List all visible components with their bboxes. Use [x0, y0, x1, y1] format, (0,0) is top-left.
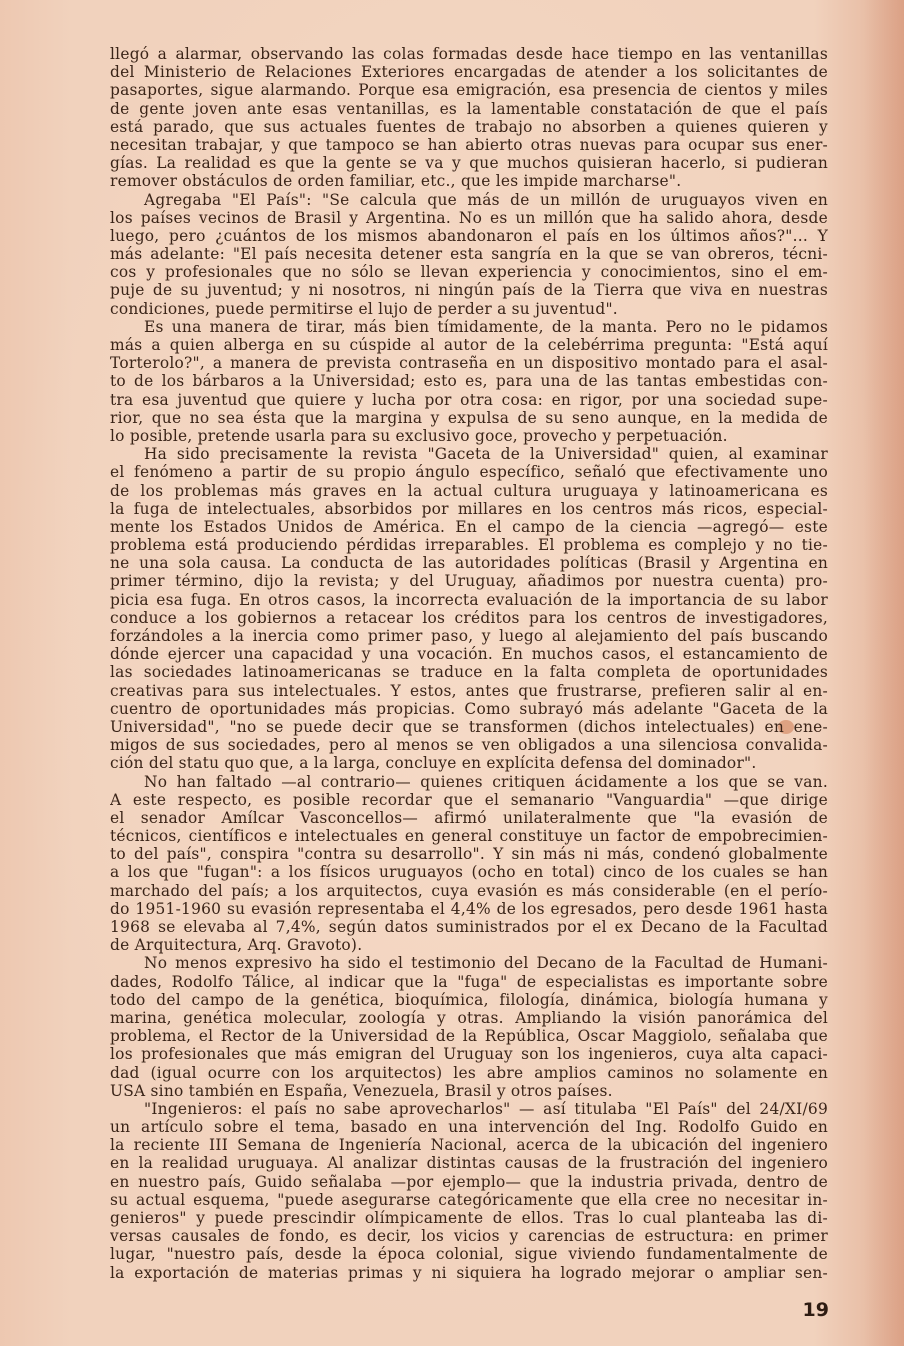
text-line: de gente joven ante esas ventanillas, es la lamentable constatación de que el país — [110, 99, 828, 118]
text-line: todo del campo de la genética, bioquímica, filología, dinámica, biología humana y — [110, 990, 828, 1009]
text-line: ne una sola causa. La conducta de las autoridades políticas (Brasil y Argentina en — [110, 554, 828, 573]
text-line: A este respecto, es posible recordar que el semanario "Vanguardia" —que dirige — [110, 790, 828, 809]
text-line: marchado del país; a los arquitectos, cuya evasión es más considerable (en el perío- — [110, 881, 828, 900]
text-line: la exportación de materias primas y ni siquiera ha logrado mejorar o ampliar sen- — [110, 1263, 828, 1282]
text-line: dad (igual ocurre con los arquitectos) les abre amplios caminos no solamente en — [110, 1063, 828, 1082]
text-line: cuentro de oportunidades más propicias. Como subrayó más adelante "Gaceta de la — [110, 699, 828, 718]
text-line: cos y profesionales que no sólo se llevan experiencia y conocimientos, sino el em- — [110, 263, 828, 282]
text-line: primer término, dijo la revista; y del Uruguay, añadimos por nuestra cuenta) pro- — [110, 572, 828, 591]
text-line: Es una manera de tirar, más bien tímidamente, de la manta. Pero no le pidamos — [144, 317, 828, 336]
text-line: de Arquitectura, Arq. Gravoto). — [110, 936, 363, 955]
text-line: el fenómeno a partir de su propio ángulo específico, señaló que efectivamente uno — [110, 463, 828, 482]
text-line: Torterolo?", a manera de prevista contraseña en un dispositivo montado para el asal- — [110, 354, 828, 373]
text-line: la reciente III Semana de Ingeniería Nacional, acerca de la ubicación del ingeniero — [110, 1136, 828, 1155]
text-line: migos de sus sociedades, pero al menos se ven obligados a una silenciosa convalida- — [110, 736, 828, 755]
text-line: to del país", conspira "contra su desarrollo". Y sin más ni más, condenó globalmente — [110, 845, 828, 864]
body-text — [110, 45, 828, 1282]
text-line: más a quien alberga en su cúspide al autor de la celebérrima pregunta: "Está aquí — [110, 336, 828, 354]
text-line: en la realidad uruguaya. Al analizar distintas causas de la frustración del ingeniero — [110, 1154, 828, 1173]
text-line: versas causales de fondo, es decir, los vicios y carencias de estructura: en primer — [110, 1227, 828, 1246]
text-line: rior, que no sea ésta que la margina y expulsa de su seno aunque, en la medida de — [110, 408, 828, 427]
text-line: de los problemas más graves en la actual cultura uruguaya y latinoamericana es — [110, 481, 828, 500]
text-line: el senador Amílcar Vasconcellos— afirmó unilateralmente que "la evasión de — [110, 808, 828, 827]
text-line: dónde ejercer una capacidad y una vocación. En muchos casos, el estancamiento de — [110, 645, 828, 664]
text-line: forzándoles a la inercia como primer paso, y luego al alejamiento del país buscando — [110, 627, 828, 645]
text-line: en nuestro país, Guido señalaba —por ejemplo— que la industria privada, dentro de — [110, 1172, 828, 1191]
page-edge-shading — [864, 0, 904, 1346]
text-line: gías. La realidad es que la gente se va y que muchos quisieran hacerlo, si pudieran — [110, 154, 828, 173]
text-line: condiciones, puede permitirse el lujo de perder a su juventud". — [110, 299, 618, 318]
text-line: No menos expresivo ha sido el testimonio del Decano de la Facultad de Humani- — [144, 954, 828, 973]
text-line: Ha sido precisamente la revista "Gaceta de la Universidad" quien, al examinar — [144, 445, 828, 464]
page-number: 19 — [802, 1299, 829, 1321]
text-line: está parado, que sus actuales fuentes de trabajo no absorben a quienes quieren y — [110, 117, 828, 136]
text-line: a los que "fugan": a los físicos uruguayos (ocho en total) cinco de los cuales se han — [110, 863, 828, 882]
text-line: No han faltado —al contrario— quienes critiquen ácidamente a los que se van. — [144, 772, 828, 791]
text-line: Universidad", "no se puede decir que se transformen (dichos intelectuales) en ene- — [110, 717, 828, 736]
text-line: conduce a los gobiernos a retacear los créditos para los centros de investigadores, — [110, 608, 828, 627]
text-line: picia esa fuga. En otros casos, la incorrecta evaluación de la importancia de su labor — [110, 590, 828, 609]
text-line: necesitan trabajar, y que tampoco se han abierto otras nuevas para ocupar sus ener- — [110, 135, 828, 154]
text-line: problema está produciendo pérdidas irreparables. El problema es complejo y no tie- — [110, 536, 828, 555]
text-line: las sociedades latinoamericanas se traduce en la falta completa de oportunidades — [110, 663, 828, 682]
text-line: problema, el Rector de la Universidad de la República, Oscar Maggiolo, señalaba que — [110, 1027, 828, 1046]
text-line: marina, genética molecular, zoología y otras. Ampliando la visión panorámica del — [110, 1008, 828, 1027]
text-line: "Ingenieros: el país no sabe aprovecharlos" — así titulaba "El País" del 24/XI/69 — [144, 1099, 828, 1118]
text-line: su actual esquema, "puede asegurarse categóricamente que ella cree no necesitar in- — [110, 1190, 828, 1209]
text-line: un artículo sobre el tema, basado en una intervención del Ing. Rodolfo Guido en — [110, 1118, 828, 1137]
text-line: genieros" y puede prescindir olímpicamente de ellos. Tras lo cual planteaba las di- — [110, 1209, 828, 1227]
text-line: mente los Estados Unidos de América. En el campo de la ciencia —agregó— este — [110, 517, 828, 536]
text-line: técnicos, científicos e intelectuales en general constituye un factor de empobrecimien- — [110, 827, 828, 846]
text-line: remover obstáculos de orden familiar, etc., que les impide marcharse". — [110, 172, 682, 191]
text-line: creativas para sus intelectuales. Y estos, antes que frustrarse, prefieren salir al en- — [110, 681, 828, 700]
text-line: lugar, "nuestro país, desde la época colonial, sigue viviendo fundamentalmente de — [110, 1245, 828, 1264]
text-line: Agregaba "El País": "Se calcula que más de un millón de uruguayos viven en — [144, 190, 828, 209]
text-line: dades, Rodolfo Tálice, al indicar que la "fuga" de especialistas es importante sobre — [110, 972, 828, 991]
text-line: lo posible, pretende usarla para su exclusivo goce, provecho y perpetuación. — [110, 426, 728, 445]
text-line: luego, pero ¿cuántos de los mismos abandonaron el país en los últimos años?"... Y — [110, 226, 828, 245]
text-line: la fuga de intelectuales, absorbidos por millares en los centros más ricos, especial- — [110, 499, 828, 518]
text-line: to de los bárbaros a la Universidad; esto es, para una de las tantas embestidas con- — [110, 372, 828, 391]
text-line: puje de su juventud; y ni nosotros, ni ningún país de la Tierra que viva en nuestras — [110, 281, 828, 300]
text-line: más adelante: "El país necesita detener esta sangría en la que se van obreros, técni- — [110, 245, 828, 264]
text-line: tra esa juventud que quiere y lucha por otra cosa: en rigor, por una sociedad supe- — [110, 390, 828, 409]
text-line: los países vecinos de Brasil y Argentina. No es un millón que ha salido ahora, desde — [110, 208, 828, 227]
text-line: los profesionales que más emigran del Uruguay son los ingenieros, cuya alta capaci- — [110, 1045, 828, 1064]
text-line: do 1951-1960 su evasión representaba el 4,4% de los egresados, pero desde 1961 hasta — [110, 899, 828, 918]
text-line: llegó a alarmar, observando las colas formadas desde hace tiempo en las ventanillas — [110, 45, 828, 63]
text-line: USA sino también en España, Venezuela, Brasil y otros países. — [110, 1081, 613, 1100]
text-line: 1968 se elevaba al 7,4%, según datos suministrados por el ex Decano de la Facultad — [110, 918, 828, 936]
text-line: ción del statu quo que, a la larga, concluye en explícita defensa del dominador". — [110, 754, 757, 773]
text-line: pasaportes, sigue alarmando. Porque esa emigración, esa presencia de cientos y miles — [110, 81, 828, 100]
text-line: del Ministerio de Relaciones Exteriores encargadas de atender a los solicitantes de — [110, 63, 828, 82]
